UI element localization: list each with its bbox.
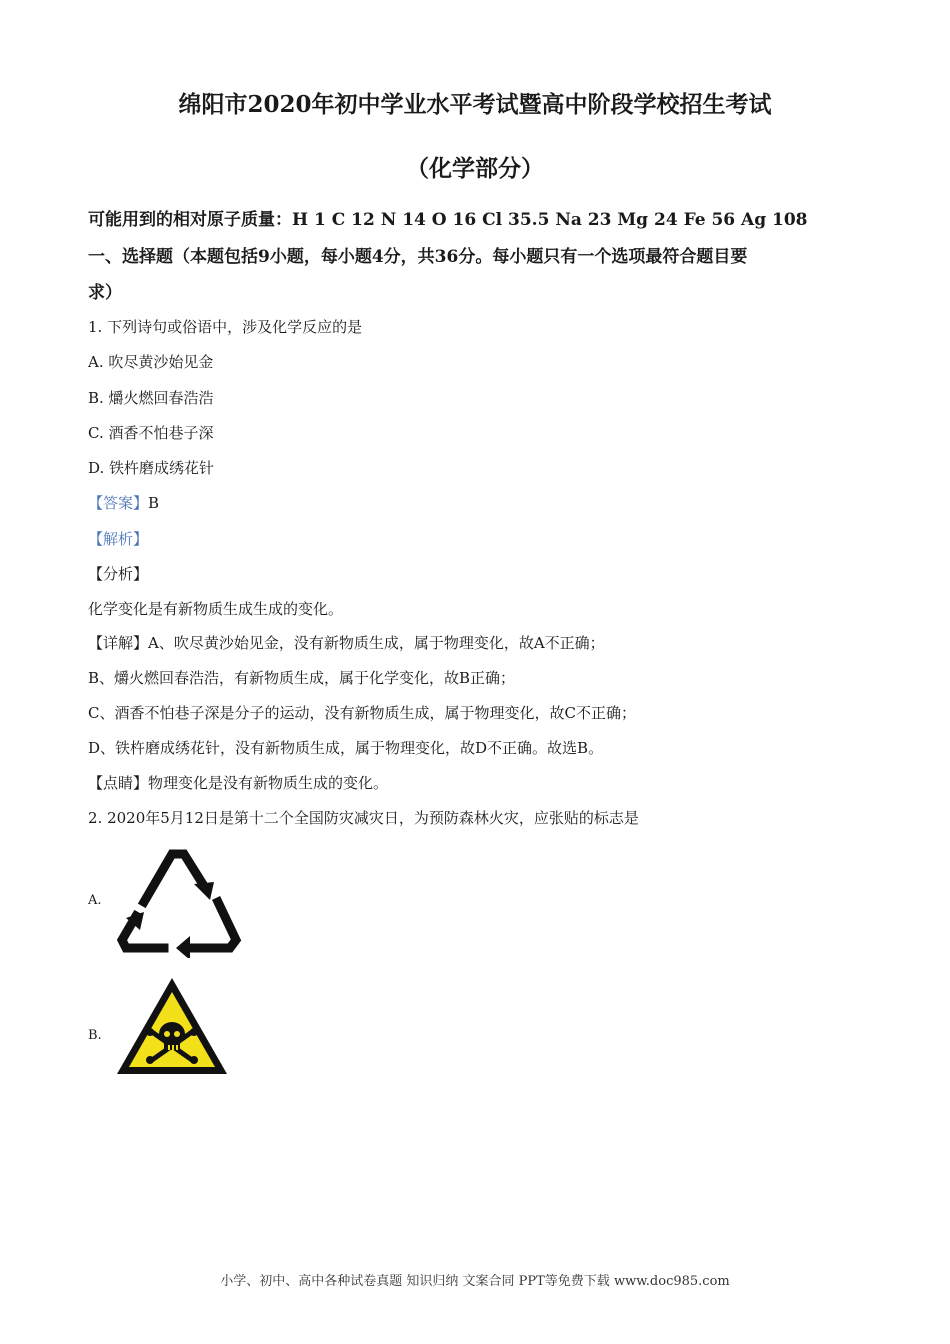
q1-comment: 【点睛】物理变化是没有新物质生成的变化。 <box>88 774 389 792</box>
analysis-label: 【解析】 <box>88 530 149 548</box>
q1-answer <box>88 492 159 513</box>
q1-stem: 1. 下列诗句或俗语中，涉及化学反应的是 <box>88 318 363 336</box>
detail-line-2: B、爝火燃回春浩浩，有新物质生成，属于化学变化，故B正确； <box>88 669 516 687</box>
q2-option-b-label: B. <box>88 1028 102 1043</box>
section-header: 一、选择题（本题包括9小题，每小题4分，共36分。每小题只有一个选项最符合题目要 <box>88 247 748 267</box>
q2-stem: 2. 2020年5月12日是第十二个全国防灾减灾日，为预防森林火灾，应张贴的标志是 <box>88 809 639 827</box>
fenxi-text: 化学变化是有新物质生成生成的变化。 <box>88 600 344 618</box>
exam-subtitle: （化学部分） <box>406 155 544 182</box>
recycle-icon <box>114 840 242 958</box>
exam-title: 绵阳市2020年初中学业水平考试暨高中阶段学校招生考试 <box>178 91 772 118</box>
q2-option-a-label: A. <box>88 893 102 908</box>
answer-label: 【答案】 <box>88 494 149 512</box>
detail-line-3: C、酒香不怕巷子深是分子的运动，没有新物质生成，属于物理变化，故C不正确； <box>88 704 636 722</box>
answer-value: B <box>148 494 160 512</box>
q1-option-c: C. 酒香不怕巷子深 <box>88 424 214 442</box>
fenxi-label: 【分析】 <box>88 565 149 583</box>
atomic-masses: 可能用到的相对原子质量：H 1 C 12 N 14 O 16 Cl 35.5 Na 23 Mg 24 Fe 56 Ag 108 <box>88 210 808 230</box>
detail-line-1: 【详解】A、吹尽黄沙始见金，没有新物质生成，属于物理变化，故A不正确； <box>88 634 605 652</box>
section-header-cont: 求） <box>88 283 122 303</box>
toxic-warning-icon <box>114 974 230 1078</box>
q1-option-d: D. 铁杵磨成绣花针 <box>88 459 215 477</box>
q1-option-b: B. 爝火燃回春浩浩 <box>88 389 214 407</box>
page-footer: 小学、初中、高中各种试卷真题 知识归纳 文案合同 PPT等免费下载 www.doc985.com <box>220 1274 730 1289</box>
detail-line-4: D、铁杵磨成绣花针，没有新物质生成，属于物理变化，故D不正确。故选B。 <box>88 739 604 757</box>
q1-option-a: A. 吹尽黄沙始见金 <box>88 353 214 371</box>
